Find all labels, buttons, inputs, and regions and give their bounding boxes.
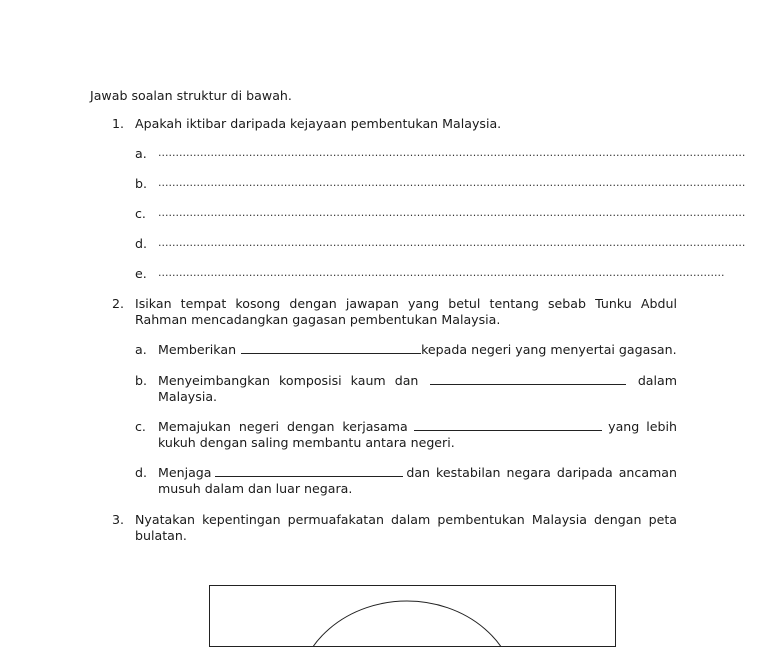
q2b-line-2: Malaysia. xyxy=(158,389,218,404)
question-1-number: 1. xyxy=(112,116,125,131)
q2c-text-after: yang lebih xyxy=(608,419,677,434)
q2-option-d xyxy=(158,465,677,497)
q1-answer-line-e[interactable]: .................................................................................................................................................................. xyxy=(158,266,725,279)
q1-option-a-letter: a. xyxy=(135,146,147,161)
question-3-text: Nyatakan kepentingan permuafakatan dalam pembentukan Malaysia dengan peta bulatan. xyxy=(135,512,677,543)
q2d-line-2: musuh dalam dan luar negara. xyxy=(158,481,353,496)
circle-map-box[interactable] xyxy=(209,585,616,647)
instruction-text: Jawab soalan struktur di bawah. xyxy=(90,88,292,103)
q2-option-b-letter: b. xyxy=(135,373,147,388)
question-3-number: 3. xyxy=(112,512,125,527)
q2b-text-after: dalam xyxy=(637,373,678,388)
q1-option-d-letter: d. xyxy=(135,236,147,251)
q1-answer-line-d[interactable]: ........................................................................................................................................................................ xyxy=(158,236,746,249)
q2-option-c-letter: c. xyxy=(135,419,146,434)
q1-option-b-letter: b. xyxy=(135,176,147,191)
q2-option-a-letter: a. xyxy=(135,342,147,357)
q2c-line-2: kukuh dengan saling membantu antara negeri. xyxy=(158,435,455,450)
circle-map-outer-circle xyxy=(210,586,615,646)
q1-answer-line-c[interactable]: ........................................................................................................................................................................ xyxy=(158,206,746,219)
q2d-text-before: Menjaga xyxy=(158,465,212,480)
q1-option-c-letter: c. xyxy=(135,206,146,221)
question-1-text: Apakah iktibar daripada kejayaan pembentukan Malaysia. xyxy=(135,116,502,131)
q2-option-a xyxy=(158,342,677,358)
q2b-text-before: Menyeimbangkan komposisi kaum dan xyxy=(158,373,419,388)
q1-option-e-letter: e. xyxy=(135,266,147,281)
q1-answer-line-b[interactable]: ........................................................................................................................................................................ xyxy=(158,176,746,189)
q1-answer-line-a[interactable]: ........................................................................................................................................................................ xyxy=(158,146,746,159)
q2-option-c xyxy=(158,419,677,451)
q2d-blank-line[interactable] xyxy=(215,466,403,477)
q2a-blank-line[interactable] xyxy=(241,343,421,354)
q2c-blank-line[interactable] xyxy=(414,420,602,431)
q2-option-b xyxy=(158,373,677,405)
q2a-text-after: kepada negeri yang menyertai gagasan. xyxy=(421,342,677,357)
q2d-text-after: dan kestabilan negara daripada ancaman xyxy=(406,465,678,480)
q2a-text-before: Memberikan xyxy=(158,342,237,357)
question-2-number: 2. xyxy=(112,296,125,311)
question-2-text: Isikan tempat kosong dengan jawapan yang betul tentang sebab Tunku Abdul Rahman mencadangkan gagasan pembentukan Malaysia. xyxy=(135,296,677,327)
q2c-text-before: Memajukan negeri dengan kerjasama xyxy=(158,419,408,434)
q2b-blank-line[interactable] xyxy=(430,374,626,385)
q2-option-d-letter: d. xyxy=(135,465,147,480)
